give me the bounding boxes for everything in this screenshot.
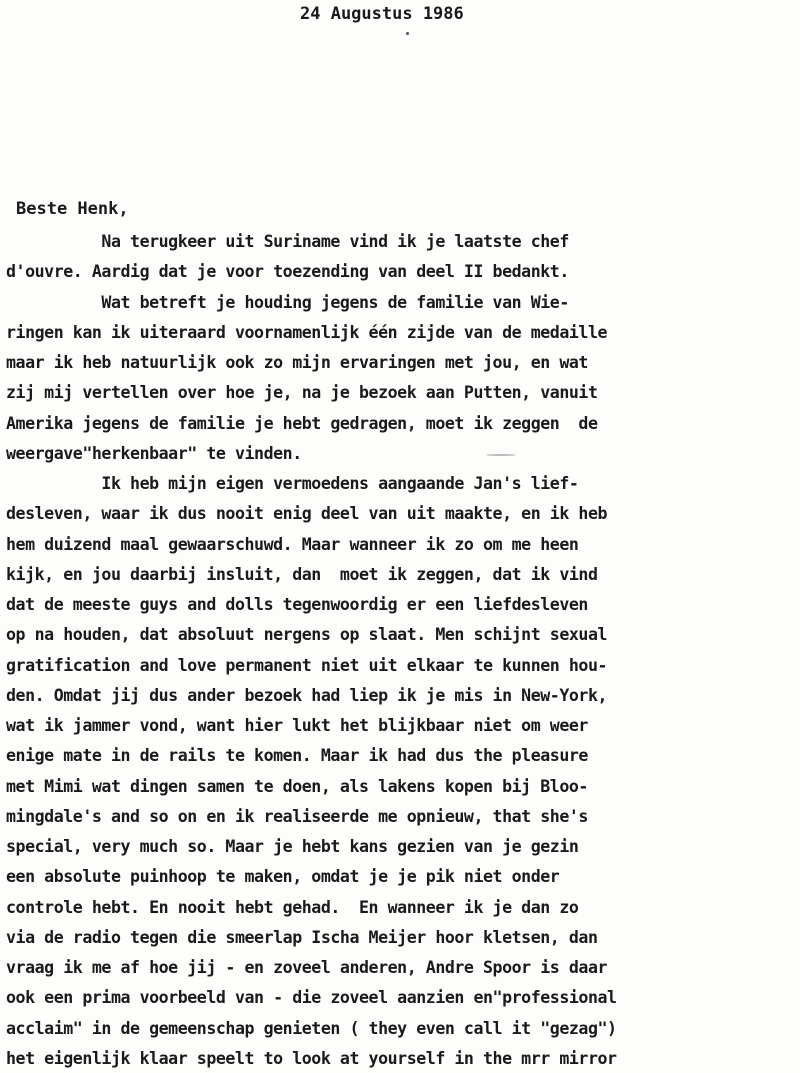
letter-line: maar ik heb natuurlijk ook zo mijn ervaringen met jou, en wat xyxy=(6,353,588,372)
letter-line: via de radio tegen die smeerlap Ischa Meijer hoor kletsen, dan xyxy=(6,928,598,947)
letter-line: met Mimi wat dingen samen te doen, als lakens kopen bij Bloo- xyxy=(6,777,588,796)
letter-line: controle hebt. En nooit hebt gehad. En wanneer ik je dan zo xyxy=(6,898,579,917)
letter-line: Na terugkeer uit Suriname vind ik je laatste chef xyxy=(6,232,569,251)
letter-line: het eigenlijk klaar speelt to look at yourself in the mrr mirror xyxy=(6,1049,617,1068)
letter-line: gratification and love permanent niet uit elkaar te kunnen hou- xyxy=(6,656,608,675)
letter-line: special, very much so. Maar je hebt kans gezien van je gezin xyxy=(6,837,579,856)
letter-line: d'ouvre. Aardig dat je voor toezending van deel II bedankt. xyxy=(6,262,569,281)
letter-line: zij mij vertellen over hoe je, na je bezoek aan Putten, vanuit xyxy=(6,383,598,402)
salutation: Beste Henk, xyxy=(16,199,129,219)
letter-line: op na houden, dat absoluut nergens op slaat. Men schijnt sexual xyxy=(6,625,608,644)
letter-line: Wat betreft je houding jegens de familie van Wie- xyxy=(6,293,569,312)
letter-line: enige mate in de rails te komen. Maar ik had dus the pleasure xyxy=(6,746,588,765)
letter-line: mingdale's and so on en ik realiseerde me opnieuw, that she's xyxy=(6,807,588,826)
letter-line: den. Omdat jij dus ander bezoek had liep ik je mis in New-York, xyxy=(6,686,608,705)
letter-line: acclaim" in de gemeenschap genieten ( they even call it "gezag") xyxy=(6,1019,617,1038)
letter-line: een absolute puinhoop te maken, omdat je je pik niet onder xyxy=(6,867,560,886)
letter-line: Amerika jegens de familie je hebt gedragen, moet ik zeggen de xyxy=(6,414,598,433)
letter-line: weergave"herkenbaar" te vinden. xyxy=(6,444,302,463)
letter-line: Ik heb mijn eigen vermoedens aangaande Jan's lief- xyxy=(6,474,579,493)
letter-line: ringen kan ik uiteraard voornamenlijk één zijde van de medaille xyxy=(6,323,608,342)
letter-line: dat de meeste guys and dolls tegenwoordig er een liefdesleven xyxy=(6,595,588,614)
letter-line: wat ik jammer vond, want hier lukt het blijkbaar niet om weer xyxy=(6,716,588,735)
letter-line: kijk, en jou daarbij insluit, dan moet ik zeggen, dat ik vind xyxy=(6,565,598,584)
letter-line: ook een prima voorbeeld van - die zoveel aanzien en"professional xyxy=(6,988,617,1007)
ink-speck xyxy=(486,454,516,456)
letter-line: hem duizend maal gewaarschuwd. Maar wanneer ik zo om me heen xyxy=(6,535,579,554)
letter-line: desleven, waar ik dus nooit enig deel van uit maakte, en ik heb xyxy=(6,504,608,523)
letter-line: vraag ik me af hoe jij - en zoveel anderen, Andre Spoor is daar xyxy=(6,958,608,977)
letter-date: 24 Augustus 1986 xyxy=(300,4,464,24)
ink-speck xyxy=(406,32,409,35)
